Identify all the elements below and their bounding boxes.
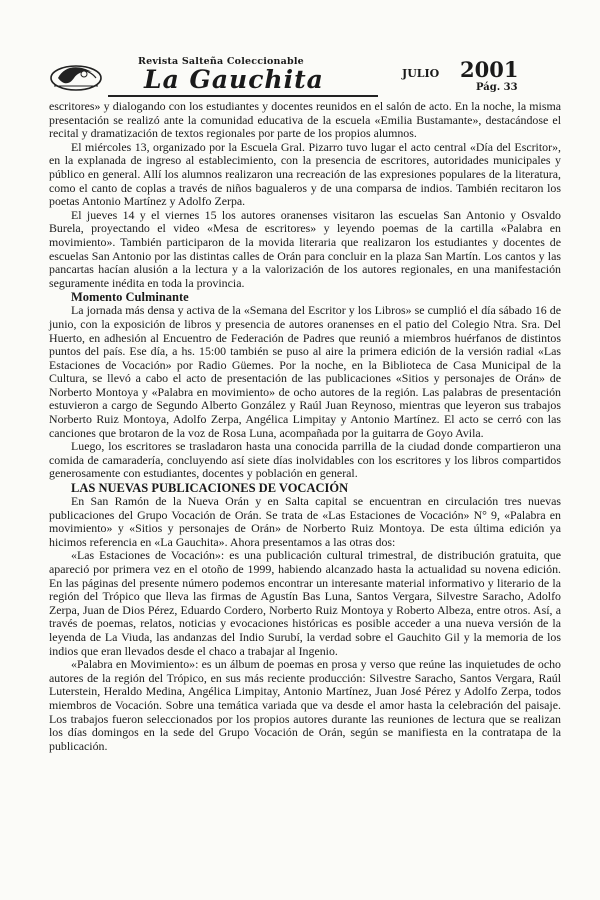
magazine-subtitle: Revista Salteña Coleccionable	[138, 56, 304, 67]
section-heading: LAS NUEVAS PUBLICACIONES DE VOCACIÓN	[71, 481, 349, 496]
magazine-title: La Gauchita	[144, 65, 324, 94]
gaucho-logo-icon	[48, 56, 104, 94]
paragraph: El jueves 14 y el viernes 15 los autores oranenses visitaron las escuelas San Antonio y Osvaldo Burela, proyectando el video «Mesa de escritores» y leyendo poemas de la cartilla «Palabra en movimiento». También participaron de la movida literaria que realizaron los estudiantes y docentes de escuelas San Antonio por las distintas calles de Orán para concluir en la plaza San Martín. Los cantos y las pancartas hacían alusión a la lectura y a la valorización de los autores regionales, en una manifestación seguramente inédita en toda la provincia.	[49, 207, 561, 290]
paragraph: Luego, los escritores se trasladaron hasta una conocida parrilla de la ciudad donde compartieron una comida de camaradería, concluyendo así siete días inolvidables con los escritores y los libros compartidos generosamente con estudiantes, docentes y población en general.	[49, 439, 561, 481]
article-body	[49, 100, 561, 753]
page-number: Pág. 33	[476, 82, 518, 93]
issue-month: JULIO	[402, 67, 440, 80]
title-underline	[108, 95, 378, 97]
paragraph: En San Ramón de la Nueva Orán y en Salta capital se encuentran en circulación tres nuevas publicaciones del Grupo Vocación de Orán. Se trata de «Las Estaciones de Vocación» N° 9, «Palabra en movimiento» y «Sitios y personajes de Orán» de Norberto Ruiz Montoya. De esta última edición ya hicimos referencia en «La Gauchita». Ahora presentamos a las otras dos:	[49, 494, 561, 549]
paragraph: «Palabra en Movimiento»: es un álbum de poemas en prosa y verso que reúne las inquietudes de ocho autores de la región del Trópico, en sus más reciente producción: Silvestre Saracho, Santos Vergara, Raúl Luterstein, Heraldo Medina, Angélica Limpitay, Antonio Martínez, Juan José Pérez y Adolfo Zerpa, todos miembros de Vocación. Sobre una temática variada que va desde el amor hasta la celebración del paisaje. Los trabajos fueron seleccionados por los propios autores durante las reuniones de lectura que se realizan los días domingos en la sede del Grupo Vocación de Orán, según se manifiesta en la contratapa de la publicación.	[49, 657, 561, 753]
section-heading: Momento Culminante	[71, 290, 189, 305]
paragraph: La jornada más densa y activa de la «Semana del Escritor y los Libros» se cumplió el día sábado 16 de junio, con la exposición de libros y presencia de autores oranenses en el patio del Colegio Ntra. Sra. Del Huerto, en adhesión al Encuentro de Federación de Padres que reunió a miembros huérfanos de distintos puntos del país. Ese día, a hs. 15:00 también se puso al aire la primera edición de la versión radial «Las Estaciones de Vocación» por Radio Güemes. Por la noche, en la Biblioteca de Casa Municipal de la Cultura, se llevó a cabo el acto de presentación de las publicaciones «Sitios y personajes de Orán» de Norberto Montoya y «Palabra en movimiento» de ocho autores de la región. Las palabras de presentación estuvieron a cargo de Segundo Alberto González y Raúl Juan Reynoso, mientras que leyeron sus trabajos Norberto Ruiz Montoya, Adolfo Zerpa, Angélica Limpitay y Antonio Martínez. El acto se cerró con las canciones que brotaron de la voz de Rosa Luna, acompañada por la guitarra de Goyo Avila.	[49, 303, 561, 440]
paragraph: «Las Estaciones de Vocación»: es una publicación cultural trimestral, de distribución gratuita, que apareció por primera vez en el otoño de 1999, habiendo alcanzado hasta la actualidad su novena edición. En las páginas del presente número podemos encontrar un interesante material informativo y literario de la región del Trópico que lleva las firmas de Agustín Bas Luna, Santos Vergara, Silvestre Saracho, Adolfo Zerpa, Juan de Dios Pérez, Eduardo Cordero, Norberto Ruiz Montoya y Roberto Albeza, entre otros. Así, a través de poemas, relatos, noticias y evocaciones históricas es posible acceder a una nueva versión de la leyenda de La Viuda, las andanzas del Indio Surubí, la verdad sobre el Gauchito Gil y la memoria de los indios que eran llevados desde el chaco a trabajar al Ingenio.	[49, 548, 561, 658]
paragraph: escritores» y dialogando con los estudiantes y docentes reunidos en el salón de acto. En la noche, la misma presentación se realizó ante la comunidad educativa de la escuela «Emilia Bustamante», destacándose el recital y dramatización de textos regionales por parte de los propios alumnos.	[49, 99, 561, 141]
paragraph: El miércoles 13, organizado por la Escuela Gral. Pizarro tuvo lugar el acto central «Día del Escritor», en la explanada de ingreso al establecimiento, con la presencia de escritores, autoridades municipales y público en general. Allí los alumnos realizaron una recreación de las expresiones populares de la literatura, como el canto de coplas a través de niños bagualeros y de una comparsa de indios. También recitaron los poetas Antonio Martínez y Adolfo Zerpa.	[49, 139, 561, 209]
issue-year: 2001	[460, 57, 519, 82]
masthead	[42, 44, 547, 104]
